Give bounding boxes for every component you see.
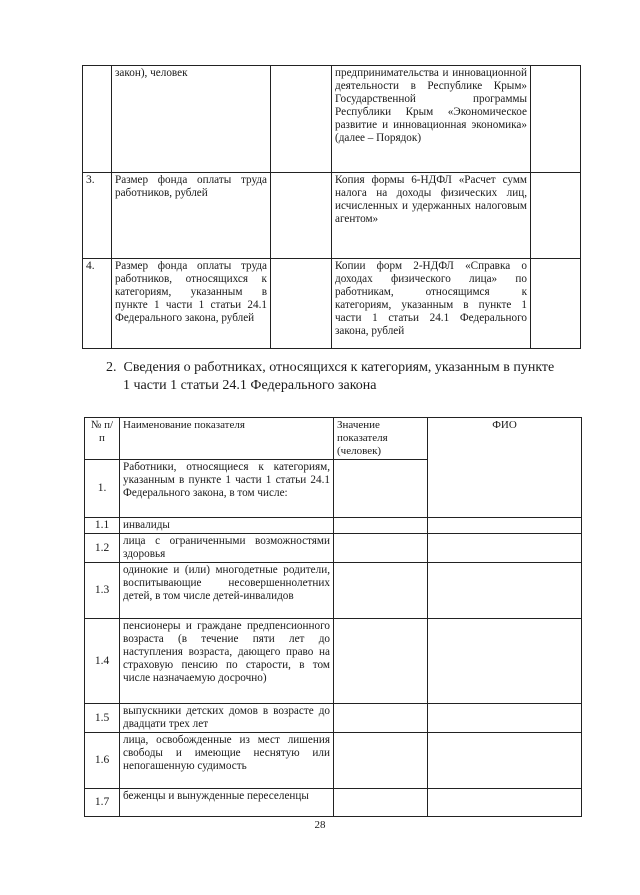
header-number: № п/п: [85, 418, 120, 460]
table-row: [85, 563, 582, 619]
section-title-line2: 1 части 1 статьи 24.1 Федерального закона: [123, 378, 377, 393]
empty-cell: [531, 173, 581, 259]
indicator-name: закон), человек: [112, 66, 271, 173]
section-number: 2.: [106, 360, 117, 375]
table-row: [85, 619, 582, 704]
indicator-name: одинокие и (или) многодетные родители, воспитывающие несовершеннолетних детей, в том числе детей-инвалидов: [120, 563, 334, 619]
indicators-table: [82, 65, 581, 349]
indicator-name: беженцы и вынужденные переселенцы: [120, 789, 334, 817]
indicator-name: Размер фонда оплаты труда работников, относящихся к категориям, указанным в пункте 1 части 1 статьи 24.1 Федерального закона, рублей: [112, 259, 271, 349]
row-number: 1.4: [85, 619, 120, 704]
table-row: [85, 518, 582, 534]
row-number: 1.: [85, 460, 120, 518]
section-heading: [106, 359, 586, 395]
table-row: [83, 259, 581, 349]
value-cell: [334, 563, 428, 619]
section-title-line1: Сведения о работниках, относящихся к категориям, указанным в пункте: [123, 360, 555, 375]
empty-cell: [531, 259, 581, 349]
value-cell: [334, 789, 428, 817]
table-row: [83, 66, 581, 173]
document-description: Копия формы 6-НДФЛ «Расчет сумм налога на доходы физических лиц, исчисленных и удержанных налоговым агентом»: [332, 173, 531, 259]
row-number: 1.6: [85, 733, 120, 789]
fio-cell: [428, 789, 582, 817]
table-row: [85, 789, 582, 817]
table-row: [85, 534, 582, 563]
row-number: 3.: [83, 173, 112, 259]
row-number: 1.5: [85, 704, 120, 733]
indicator-name: пенсионеры и граждане предпенсионного возраста (в течение пяти лет до наступления возраста, дающего право на страховую пенсию по старости, в том числе назначаемую досрочно): [120, 619, 334, 704]
fio-cell: [428, 619, 582, 704]
value-cell: [334, 460, 428, 518]
value-cell: [334, 518, 428, 534]
empty-cell: [271, 66, 332, 173]
header-value: Значение показателя (человек): [334, 418, 428, 460]
fio-cell: [428, 518, 582, 534]
row-number: 1.2: [85, 534, 120, 563]
empty-cell: [531, 66, 581, 173]
value-cell: [334, 619, 428, 704]
row-number: 1.3: [85, 563, 120, 619]
empty-cell: [271, 173, 332, 259]
indicator-name: лица, освобожденные из мест лишения свободы и имеющие неснятую или непогашенную судимость: [120, 733, 334, 789]
header-indicator-name: Наименование показателя: [120, 418, 334, 460]
row-number: 1.1: [85, 518, 120, 534]
indicator-name: Размер фонда оплаты труда работников, рублей: [112, 173, 271, 259]
table-row: [85, 733, 582, 789]
fio-cell: [428, 733, 582, 789]
page-number: 28: [314, 819, 326, 831]
value-cell: [334, 534, 428, 563]
value-cell: [334, 733, 428, 789]
indicator-name: выпускники детских домов в возрасте до двадцати трех лет: [120, 704, 334, 733]
indicator-name: лица с ограниченными возможностями здоровья: [120, 534, 334, 563]
document-description: предпринимательства и инновационной деятельности в Республике Крым» Государственной программы Республики Крым «Экономическое развитие и инновационная экономика» (далее – Порядок): [332, 66, 531, 173]
indicator-name: инвалиды: [120, 518, 334, 534]
fio-cell: [428, 704, 582, 733]
table-row: [85, 704, 582, 733]
value-cell: [334, 704, 428, 733]
document-description: Копии форм 2-НДФЛ «Справка о доходах физического лица» по работникам, относящимся к категориям, указанным в пункте 1 части 1 статьи 24.1 Федерального закона, рублей: [332, 259, 531, 349]
indicator-name: Работники, относящиеся к категориям, указанным в пункте 1 части 1 статьи 24.1 Федерального закона, в том числе:: [120, 460, 334, 518]
fio-cell: [428, 563, 582, 619]
empty-cell: [271, 259, 332, 349]
row-number: 4.: [83, 259, 112, 349]
row-number: 1.7: [85, 789, 120, 817]
employees-table: [84, 417, 582, 817]
table-row: [83, 173, 581, 259]
row-number: [83, 66, 112, 173]
table-header-row: [85, 418, 582, 460]
header-fio: ФИО: [428, 418, 582, 518]
fio-cell: [428, 534, 582, 563]
